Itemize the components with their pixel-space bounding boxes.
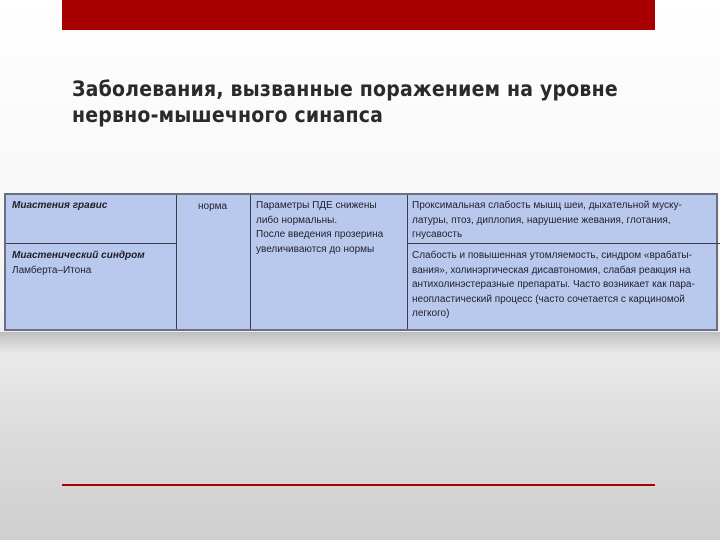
- table-shadow: [0, 332, 720, 354]
- cell-text: [412, 249, 695, 322]
- bottom-accent-line: [62, 484, 655, 486]
- text-line: легкого): [412, 308, 450, 319]
- text-line: латуры, птоз, диплопия, нарушение жевания, глотания,: [412, 214, 671, 226]
- text-line: неопластический процесс (часто сочетается с карциномой: [412, 293, 685, 305]
- text-line: либо нормальны.: [256, 214, 338, 226]
- comparison-table: [4, 193, 718, 331]
- title-line-1: Заболевания, вызванные поражением на уровне: [72, 77, 618, 101]
- disease-subname: Ламберта–Итона: [12, 264, 92, 276]
- text-line: антихолинэстеразные препараты. Часто возникает как пара-: [412, 279, 695, 290]
- text-line: вания», холинэргическая дисавтономия, слабая реакция на: [412, 264, 691, 276]
- disease-name: Миастенический синдром: [12, 250, 145, 261]
- disease-cell: [12, 249, 145, 278]
- text-line: Слабость и повышенная утомляемость, синдром «врабаты-: [412, 250, 692, 261]
- slide-title: [72, 76, 672, 128]
- column-divider: [250, 195, 251, 329]
- cell-text: [412, 199, 682, 243]
- row-divider: [6, 243, 176, 244]
- text-line: Проксимальная слабость мышц шеи, дыхательной муску-: [412, 200, 682, 211]
- row-divider: [407, 243, 720, 244]
- column-divider: [407, 195, 408, 329]
- top-accent-bar: [62, 0, 655, 30]
- cell-value: норма: [198, 201, 228, 212]
- cell-text: [256, 199, 383, 257]
- text-line: увеличиваются до нормы: [256, 243, 375, 255]
- text-line: После введения прозерина: [256, 229, 384, 240]
- text-line: Параметры ПДЕ снижены: [256, 200, 377, 211]
- title-line-2: нервно-мышечного синапса: [72, 103, 384, 127]
- column-divider: [176, 195, 177, 329]
- disease-name: Миастения гравис: [12, 200, 108, 211]
- text-line: гнусавость: [412, 229, 463, 240]
